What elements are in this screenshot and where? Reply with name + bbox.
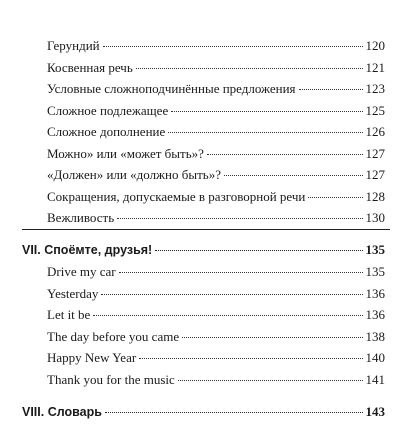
toc-entry-page: 136: [365, 307, 385, 322]
toc-entry-title: Happy New Year: [47, 350, 137, 365]
dot-leader: [103, 45, 363, 47]
dot-leader: [119, 271, 363, 273]
dot-leader: [117, 217, 362, 219]
toc-chapter-title: VII. Споёмте, друзья!: [22, 243, 153, 257]
dot-leader: [182, 336, 362, 338]
toc-entry-title: The day before you came: [47, 329, 180, 344]
toc-entry-title: Thank you for the music: [47, 372, 175, 387]
toc-entry-must: [47, 167, 385, 183]
toc-entry-title: Условные сложноподчинённые предложения: [47, 81, 296, 96]
section-divider: [22, 229, 390, 230]
toc-entry-page: 138: [365, 329, 385, 344]
dot-leader: [308, 196, 362, 198]
toc-entry-title: Вежливость: [47, 210, 115, 225]
toc-entry-song: [47, 307, 385, 323]
toc-entry-page: 126: [365, 124, 385, 139]
toc-entry-contractions: [47, 189, 385, 205]
dot-leader: [105, 411, 363, 413]
toc-entry-page: 127: [365, 167, 385, 182]
dot-leader: [171, 110, 362, 112]
toc-entry-page: 135: [365, 264, 385, 279]
toc-entry-page: 125: [365, 103, 385, 118]
toc-entry-song: [47, 264, 385, 280]
dot-leader: [101, 293, 362, 295]
toc-entry-conditionals: [47, 81, 385, 97]
dot-leader: [93, 314, 362, 316]
toc-entry-complex-object: [47, 124, 385, 140]
toc-chapter-title: VIII. Словарь: [22, 405, 102, 419]
toc-entry-page: 120: [365, 38, 385, 53]
toc-entry-page: 136: [365, 286, 385, 301]
toc-chapter-page: 143: [365, 404, 385, 419]
toc-entry-title: Let it be: [47, 307, 91, 322]
dot-leader: [224, 174, 363, 176]
toc-entry-complex-subject: [47, 103, 385, 119]
toc-entry-title: Можно» или «может быть»?: [47, 146, 204, 161]
toc-entry-page: 123: [365, 81, 385, 96]
toc-entry-can-or-may: [47, 146, 385, 162]
toc-entry-title: Yesterday: [47, 286, 99, 301]
dot-leader: [178, 379, 363, 381]
dot-leader: [136, 67, 363, 69]
toc-entry-page: 130: [365, 210, 385, 225]
toc-chapter-8: [22, 404, 385, 420]
toc-entry-title: Сложное подлежащее: [47, 103, 169, 118]
toc-entry-page: 127: [365, 146, 385, 161]
toc-entry-song: [47, 329, 385, 345]
toc-entry-reported-speech: [47, 60, 385, 76]
toc-entry-politeness: [47, 210, 385, 226]
toc-entry-title: «Должен» или «должно быть»?: [47, 167, 221, 182]
toc-entry-page: 140: [365, 350, 385, 365]
toc-entry-song: [47, 286, 385, 302]
toc-entry-gerund: [47, 38, 385, 54]
dot-leader: [299, 88, 363, 90]
toc-entry-song: [47, 350, 385, 366]
toc-entry-title: Сложное дополнение: [47, 124, 166, 139]
toc-chapter-7: [22, 242, 385, 258]
toc-entry-song: [47, 372, 385, 388]
dot-leader: [139, 357, 362, 359]
toc-entry-page: 121: [365, 60, 385, 75]
toc-entry-title: Герундий: [47, 38, 100, 53]
toc-chapter-page: 135: [365, 242, 385, 257]
dot-leader: [168, 131, 362, 133]
toc-entry-title: Drive my car: [47, 264, 116, 279]
dot-leader: [207, 153, 363, 155]
toc-entry-page: 141: [365, 372, 385, 387]
dot-leader: [155, 249, 362, 251]
toc-entry-page: 128: [365, 189, 385, 204]
toc-entry-title: Косвенная речь: [47, 60, 133, 75]
toc-entry-title: Сокращения, допускаемые в разговорной речи: [47, 189, 306, 204]
